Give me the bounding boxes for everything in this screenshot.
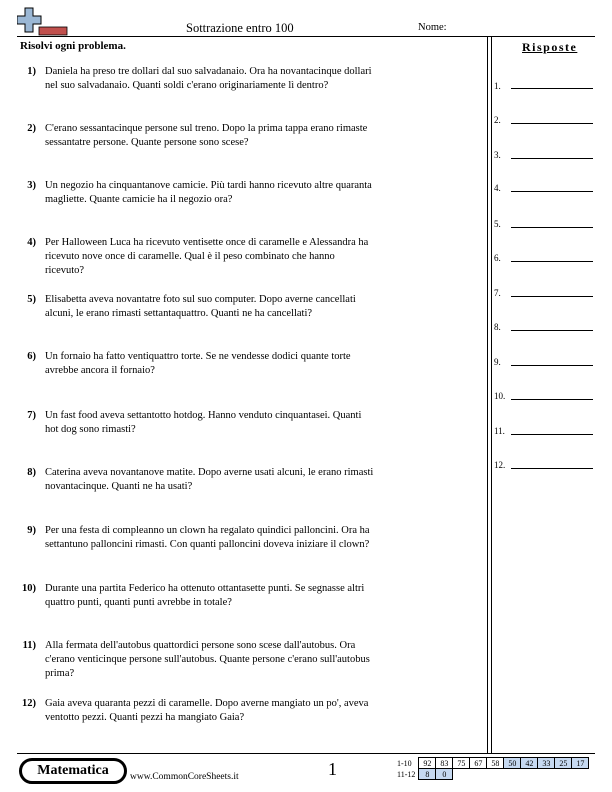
problem-number: 7) <box>27 410 36 421</box>
problem-number: 2) <box>27 123 36 134</box>
score-cell: 17 <box>572 758 589 769</box>
problem-text: C'erano sessantacinque persone sul treno. Dopo la prima tappa erano rimaste sessantatre persone. Quante persone sono scese? <box>45 123 368 148</box>
score-cell: 8 <box>419 769 436 780</box>
problem-number: 9) <box>27 525 36 536</box>
answer-number-3: 3. <box>494 150 501 160</box>
answer-number-5: 5. <box>494 219 501 229</box>
site-url: www.CommonCoreSheets.it <box>130 772 239 782</box>
score-row-label: 11-12 <box>397 769 416 779</box>
worksheet-title: Sottrazione entro 100 <box>186 21 294 35</box>
answer-number-7: 7. <box>494 288 501 298</box>
score-row-label: 1-10 <box>397 758 412 768</box>
answer-number-11: 11. <box>494 426 505 436</box>
answer-line-8[interactable] <box>511 330 593 331</box>
problem-text: Alla fermata dell'autobus quattordici persone sono scese dall'autobus. Ora c'erano venticinque persone sull'autobus. Quante persone c'erano sull'autobus prima? <box>45 640 370 679</box>
answers-title: Risposte <box>522 40 578 54</box>
problem-text: Gaia aveva quaranta pezzi di caramelle. Dopo averne mangiato un po', aveva ventotto pezzi. Quanti pezzi ha mangiato Gaia? <box>45 698 369 723</box>
problem-text: Per Halloween Luca ha ricevuto ventisette once di caramelle e Alessandra ha ricevuto nove once di caramelle. Qual è il peso combinato che hanno ricevuto? <box>45 237 369 276</box>
column-divider <box>487 36 492 753</box>
score-cell: 67 <box>470 758 487 769</box>
score-cell: 75 <box>453 758 470 769</box>
problem-number: 1) <box>27 66 36 77</box>
answer-line-3[interactable] <box>511 158 593 159</box>
problem-text: Un fast food aveva settantotto hotdog. Hanno venduto cinquantasei. Quanti hot dog sono rimasti? <box>45 410 362 435</box>
answer-line-12[interactable] <box>511 468 593 469</box>
problem-number: 8) <box>27 467 36 478</box>
answer-number-9: 9. <box>494 357 501 367</box>
score-cell: 42 <box>521 758 538 769</box>
score-row <box>395 769 589 780</box>
score-row <box>395 758 589 769</box>
answer-number-6: 6. <box>494 253 501 263</box>
answer-number-12: 12. <box>494 460 506 470</box>
problem-text: Elisabetta aveva novantatre foto sul suo computer. Dopo averne cancellati alcuni, le erano rimasti settantaquattro. Quanti ne ha cancellati? <box>45 294 356 319</box>
score-cell: 25 <box>555 758 572 769</box>
answer-number-8: 8. <box>494 322 501 332</box>
plus-minus-logo <box>17 5 69 38</box>
answer-line-10[interactable] <box>511 399 593 400</box>
answer-line-11[interactable] <box>511 434 593 435</box>
answer-line-9[interactable] <box>511 365 593 366</box>
score-cell: 0 <box>436 769 453 780</box>
score-cell: 83 <box>436 758 453 769</box>
problem-text: Daniela ha preso tre dollari dal suo salvadanaio. Ora ha novantacinque dollari nel suo salvadanaio. Quanti soldi c'erano originariamente lì dentro? <box>45 66 372 91</box>
score-cell: 58 <box>487 758 504 769</box>
header-divider <box>17 36 595 37</box>
problem-text: Un fornaio ha fatto ventiquattro torte. Se ne vendesse dodici quante torte avrebbe ancora il fornaio? <box>45 351 351 376</box>
answer-number-2: 2. <box>494 115 501 125</box>
score-cell: 92 <box>419 758 436 769</box>
score-cell: 33 <box>538 758 555 769</box>
problem-number: 12) <box>22 698 36 709</box>
answer-number-4: 4. <box>494 183 501 193</box>
answer-line-4[interactable] <box>511 191 593 192</box>
brand-label: Matematica <box>22 761 124 781</box>
problem-number: 3) <box>27 180 36 191</box>
score-table <box>395 757 589 780</box>
brand-badge <box>19 758 127 784</box>
problem-number: 10) <box>22 583 36 594</box>
problem-number: 5) <box>27 294 36 305</box>
problem-number: 11) <box>22 640 36 651</box>
footer-divider <box>17 753 595 754</box>
problem-text: Per una festa di compleanno un clown ha regalato quindici palloncini. Ora ha settantuno palloncini rimasti. Con quanti palloncini doveva iniziare il clown? <box>45 525 370 550</box>
answer-line-2[interactable] <box>511 123 593 124</box>
problem-number: 4) <box>27 237 36 248</box>
answer-line-6[interactable] <box>511 261 593 262</box>
answer-number-1: 1. <box>494 81 501 91</box>
problem-number: 6) <box>27 351 36 362</box>
problem-text: Durante una partita Federico ha ottenuto ottantasette punti. Se segnasse altri quattro punti, quanti punti avrebbe in totale? <box>45 583 365 608</box>
answer-line-1[interactable] <box>511 88 593 89</box>
problem-text: Caterina aveva novantanove matite. Dopo averne usati alcuni, le erano rimasti novantacinque. Quanti ne ha usati? <box>45 467 374 492</box>
instructions: Risolvi ogni problema. <box>20 40 126 52</box>
answer-line-7[interactable] <box>511 296 593 297</box>
answer-line-5[interactable] <box>511 227 593 228</box>
answer-number-10: 10. <box>494 391 506 401</box>
page-number: 1 <box>328 759 337 779</box>
name-label: Nome: <box>418 22 447 33</box>
problem-text: Un negozio ha cinquantanove camicie. Più tardi hanno ricevuto altre quaranta magliette. Quante camicie ha il negozio ora? <box>45 180 372 205</box>
score-cell: 50 <box>504 758 521 769</box>
